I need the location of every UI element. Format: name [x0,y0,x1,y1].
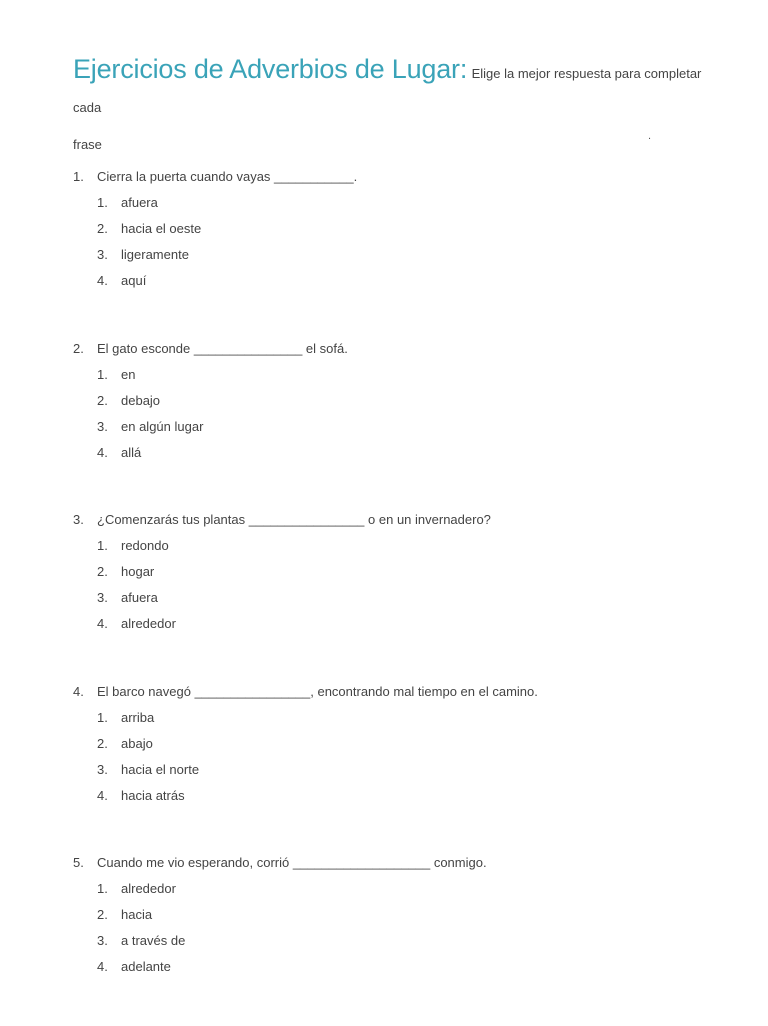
option-number: 2. [97,907,108,923]
answer-option [97,787,713,813]
option-number: 3. [97,247,108,262]
option-list [97,366,713,470]
option-number: 2. [97,221,108,236]
question-text: El gato esconde _______________ el sofá. [97,340,348,356]
option-number: 4. [97,959,108,975]
question-item [73,168,713,340]
question-number: 3. [73,512,84,528]
option-label: hogar [121,564,155,580]
question-prompt [73,683,713,701]
option-label: adelante [121,959,171,975]
option-label: hacia el norte [121,761,200,777]
question-item [73,340,713,512]
question-list [73,168,713,1026]
answer-option [97,537,713,563]
question-number: 5. [73,855,84,871]
option-label: redondo [121,538,169,554]
option-list [97,880,713,984]
question-number: 2. [73,340,84,356]
answer-option [97,906,713,932]
option-list [97,537,713,641]
option-number: 3. [97,590,108,606]
option-label: hacia atrás [121,787,185,803]
option-label: alrededor [121,881,176,897]
answer-option [97,735,713,761]
option-number: 1. [97,366,108,382]
option-number: 4. [97,444,108,460]
option-list [97,194,713,298]
answer-option [97,615,713,641]
answer-option [97,958,713,984]
question-prompt [73,511,713,529]
option-list [97,709,713,813]
answer-option [97,932,713,958]
option-label: hacia el oeste [121,221,202,236]
option-label: en [121,366,136,382]
question-number: 4. [73,683,84,699]
option-label: afuera [121,195,158,210]
worksheet-header [73,52,733,165]
option-label: a través de [121,933,186,949]
question-number: 1. [73,169,84,184]
option-number: 2. [97,735,108,751]
instructions-text: Elige la mejor respuesta para completar cada [73,66,702,115]
question-text: Cierra la puerta cuando vayas ___________. [97,169,358,184]
answer-option [97,709,713,735]
instructions-text-continued: frase [73,137,102,152]
question-text: El barco navegó ________________, encontrando mal tiempo en el camino. [97,683,538,699]
option-number: 1. [97,709,108,725]
answer-option [97,366,713,392]
answer-option [97,220,713,246]
question-prompt [73,854,713,872]
question-item [73,683,713,855]
question-prompt [73,340,713,358]
option-number: 2. [97,564,108,580]
page-title: Ejercicios de Adverbios de Lugar: [73,54,468,84]
question-item [73,511,713,683]
answer-option [97,246,713,272]
option-number: 4. [97,616,108,632]
option-label: en algún lugar [121,418,204,434]
answer-option [97,392,713,418]
question-item [73,854,713,1026]
answer-option [97,761,713,787]
answer-option [97,444,713,470]
option-number: 1. [97,538,108,554]
option-number: 4. [97,787,108,803]
question-prompt [73,168,713,186]
option-number: 3. [97,933,108,949]
option-number: 3. [97,761,108,777]
answer-option [97,880,713,906]
option-number: 1. [97,195,108,210]
question-text: Cuando me vio esperando, corrió ___________________ conmigo. [97,855,487,871]
answer-option [97,589,713,615]
answer-option [97,194,713,220]
option-label: afuera [121,590,158,606]
option-number: 4. [97,273,108,288]
option-label: ligeramente [121,247,189,262]
option-label: allá [121,444,142,460]
answer-option [97,418,713,444]
option-label: arriba [121,709,155,725]
option-number: 1. [97,881,108,897]
option-label: aquí [121,273,147,288]
option-label: abajo [121,735,153,751]
option-number: 2. [97,392,108,408]
stray-dot: . [648,130,652,142]
option-label: debajo [121,392,161,408]
answer-option [97,272,713,298]
option-label: alrededor [121,616,176,632]
answer-option [97,563,713,589]
option-number: 3. [97,418,108,434]
option-label: hacia [121,907,153,923]
question-text: ¿Comenzarás tus plantas ________________ o en un invernadero? [97,512,491,528]
